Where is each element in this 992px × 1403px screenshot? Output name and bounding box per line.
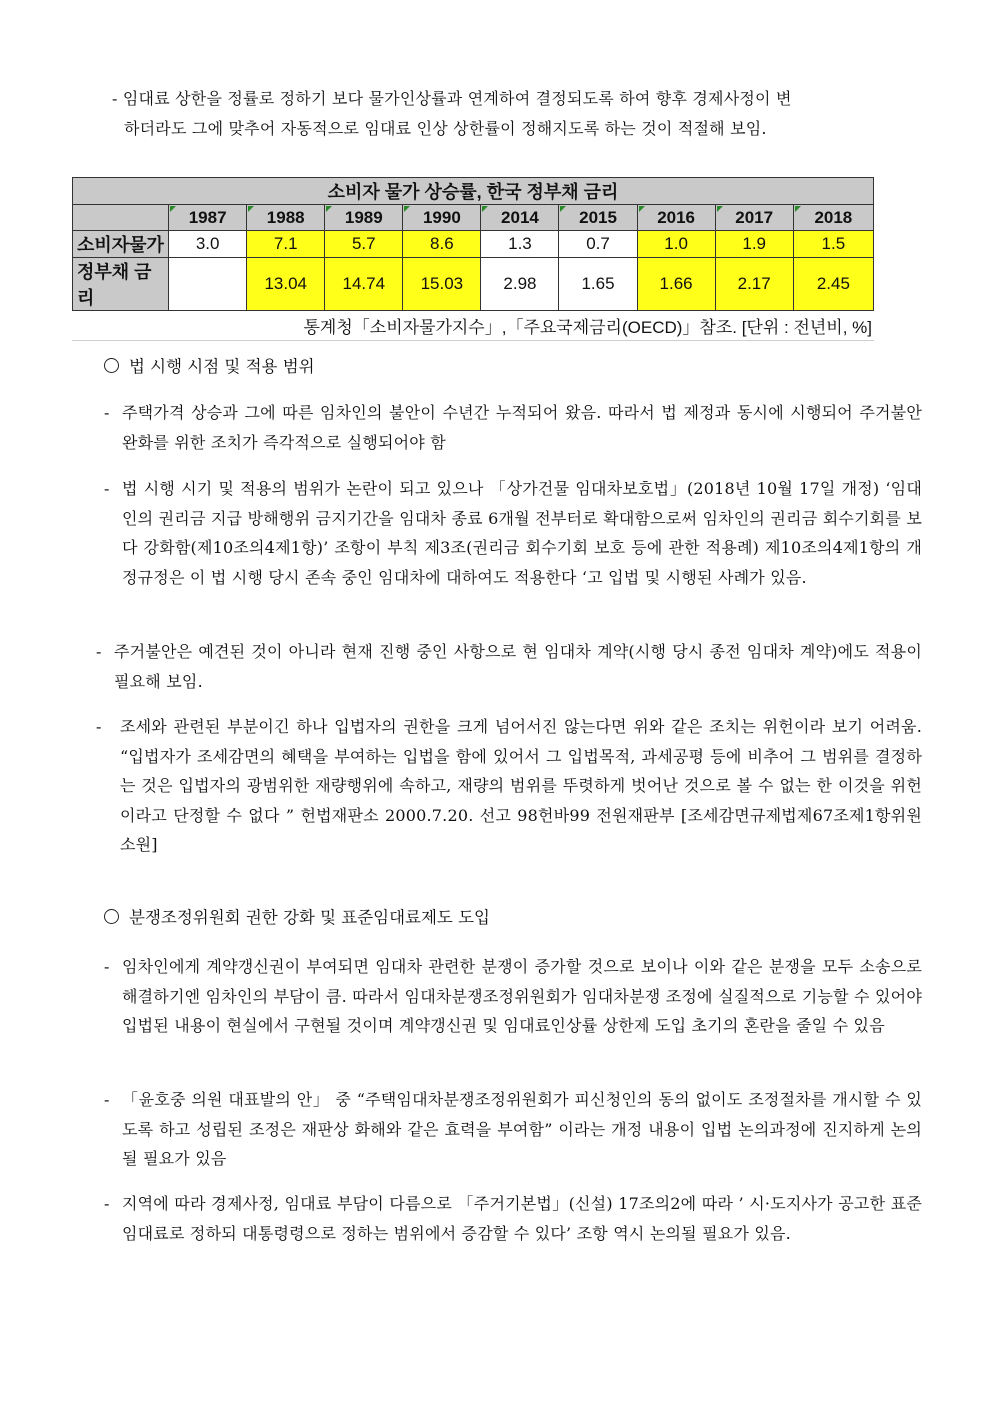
circle-bullet-icon <box>104 909 119 924</box>
stats-table-block <box>72 177 874 341</box>
table-cell: 1.0 <box>637 231 715 258</box>
intro-line-1: - 임대료 상한을 정률로 정하기 보다 물가인상률과 연계하여 결정되도록 하여 향후 경제사정이 변 <box>112 89 792 108</box>
table-cell: 14.74 <box>325 258 403 311</box>
table-corner-cell <box>73 205 169 231</box>
intro-paragraph <box>112 84 924 143</box>
year-header: 2018 <box>793 205 873 231</box>
table-cell: 1.9 <box>715 231 793 258</box>
table-cell: 0.7 <box>559 231 637 258</box>
section-heading-1 <box>104 355 315 379</box>
circle-bullet-icon <box>104 358 119 373</box>
table-cell: 2.17 <box>715 258 793 311</box>
table-cell: 7.1 <box>247 231 325 258</box>
section2-paragraph-3: - 지역에 따라 경제사정, 임대료 부담이 다름으로 「주거기본법」(신설) 17조의2에 따라 ’ 시·도지사가 공고한 표준임대료로 정하되 대통령령으로 정하는 범위에서 증감할 수 있다’ 조항 역시 논의될 필요가 있음. <box>104 1194 922 1243</box>
year-header: 1987 <box>169 205 247 231</box>
table-cell: 2.45 <box>793 258 873 311</box>
table-cell: 1.65 <box>559 258 637 311</box>
table-cell: 8.6 <box>403 231 481 258</box>
section-2-title: 분쟁조정위원회 권한 강화 및 표준임대료제도 도입 <box>129 908 490 927</box>
table-cell: 15.03 <box>403 258 481 311</box>
section2-paragraph-1: - 임차인에게 계약갱신권이 부여되면 임대차 관련한 분쟁이 증가할 것으로 보이나 이와 같은 분쟁을 모두 소송으로 해결하기엔 임차인의 부담이 큼. 따라서 임대차분쟁조정위원회가 임대차분쟁 조정에 실질적으로 기능할 수 있어야 입법된 내용이 현실에서 구현될 것이며 계약갱신권 및 임대료인상률 상한제 도입 초기의 혼란을 줄일 수 있음 <box>104 957 922 1035</box>
table-cell <box>169 258 247 311</box>
section-heading-2 <box>104 906 490 930</box>
year-header: 2015 <box>559 205 637 231</box>
year-header: 1988 <box>247 205 325 231</box>
section1-paragraph-4: - 조세와 관련된 부분이긴 하나 입법자의 권한을 크게 넘어서진 않는다면 위와 같은 조치는 위헌이라 보기 어려움. “입법자가 조세감면의 혜택을 부여하는 입법을 함에 있어서 그 입법목적, 과세공평 등에 비추어 그 범위를 결정하는 것은 입법자의 광범위한 재량행위에 속하고, 재량의 범위를 뚜렷하게 벗어난 것으로 볼 수 없는 한 이것을 위헌이라고 단정할 수 없다 ” 헌법재판소 2000.7.20. 선고 98헌바99 전원재판부 [조세감면규제법제67조제1항위원소원] <box>96 717 922 854</box>
year-header: 2016 <box>637 205 715 231</box>
table-cell: 3.0 <box>169 231 247 258</box>
table-row <box>73 231 874 258</box>
table-source-note: 통계청「소비자물가지수」,「주요국제금리(OECD)」참조. [단위 : 전년비, %] <box>72 313 874 341</box>
year-header: 2017 <box>715 205 793 231</box>
section1-paragraph-3: - 주거불안은 예견된 것이 아니라 현재 진행 중인 사항으로 현 임대차 계약(시행 당시 종전 임대차 계약)에도 적용이 필요해 보임. <box>96 642 922 691</box>
section1-paragraph-2: - 법 시행 시기 및 적용의 범위가 논란이 되고 있으나 「상가건물 임대차보호법」(2018년 10월 17일 개정) ‘임대인의 권리금 지급 방해행위 금지기간을 임대차 종료 6개월 전부터로 확대함으로써 임차인의 권리금 회수기회를 보다 강화함(제10조의4제1항)’ 조항이 부칙 제3조(권리금 회수기회 보호 등에 관한 적용례) 제10조의4제1항의 개정규정은 이 법 시행 당시 존속 중인 임대차에 대하여도 적용한다 ‘고 입법 및 시행된 사례가 있음. <box>104 479 922 587</box>
row-label-bond: 정부채 금리 <box>73 258 169 311</box>
section-1-title: 법 시행 시점 및 적용 범위 <box>129 357 315 376</box>
table-cell: 1.5 <box>793 231 873 258</box>
year-header: 1989 <box>325 205 403 231</box>
table-cell: 5.7 <box>325 231 403 258</box>
table-header-row <box>73 205 874 231</box>
table-cell: 13.04 <box>247 258 325 311</box>
stats-table <box>72 177 874 311</box>
table-cell: 1.66 <box>637 258 715 311</box>
year-header: 1990 <box>403 205 481 231</box>
section2-paragraph-2: - 「윤호중 의원 대표발의 안」 중 “주택임대차분쟁조정위원회가 피신청인의 동의 없이도 조정절차를 개시할 수 있도록 하고 성립된 조정은 재판상 화해와 같은 효력을 부여함” 이라는 개정 내용이 입법 논의과정에 진지하게 논의될 필요가 있음 <box>104 1090 922 1168</box>
table-cell: 2.98 <box>481 258 559 311</box>
year-header: 2014 <box>481 205 559 231</box>
row-label-cpi: 소비자물가 <box>73 231 169 258</box>
table-row <box>73 258 874 311</box>
intro-line-2: 하더라도 그에 맞추어 자동적으로 임대료 인상 상한률이 정해지도록 하는 것이 적절해 보임. <box>124 118 767 138</box>
table-cell: 1.3 <box>481 231 559 258</box>
section1-paragraph-1: - 주택가격 상승과 그에 따른 임차인의 불안이 수년간 누적되어 왔음. 따라서 법 제정과 동시에 시행되어 주거불안 완화를 위한 조치가 즉각적으로 실행되어야 함 <box>104 403 922 452</box>
table-title: 소비자 물가 상승률, 한국 정부채 금리 <box>73 178 874 205</box>
